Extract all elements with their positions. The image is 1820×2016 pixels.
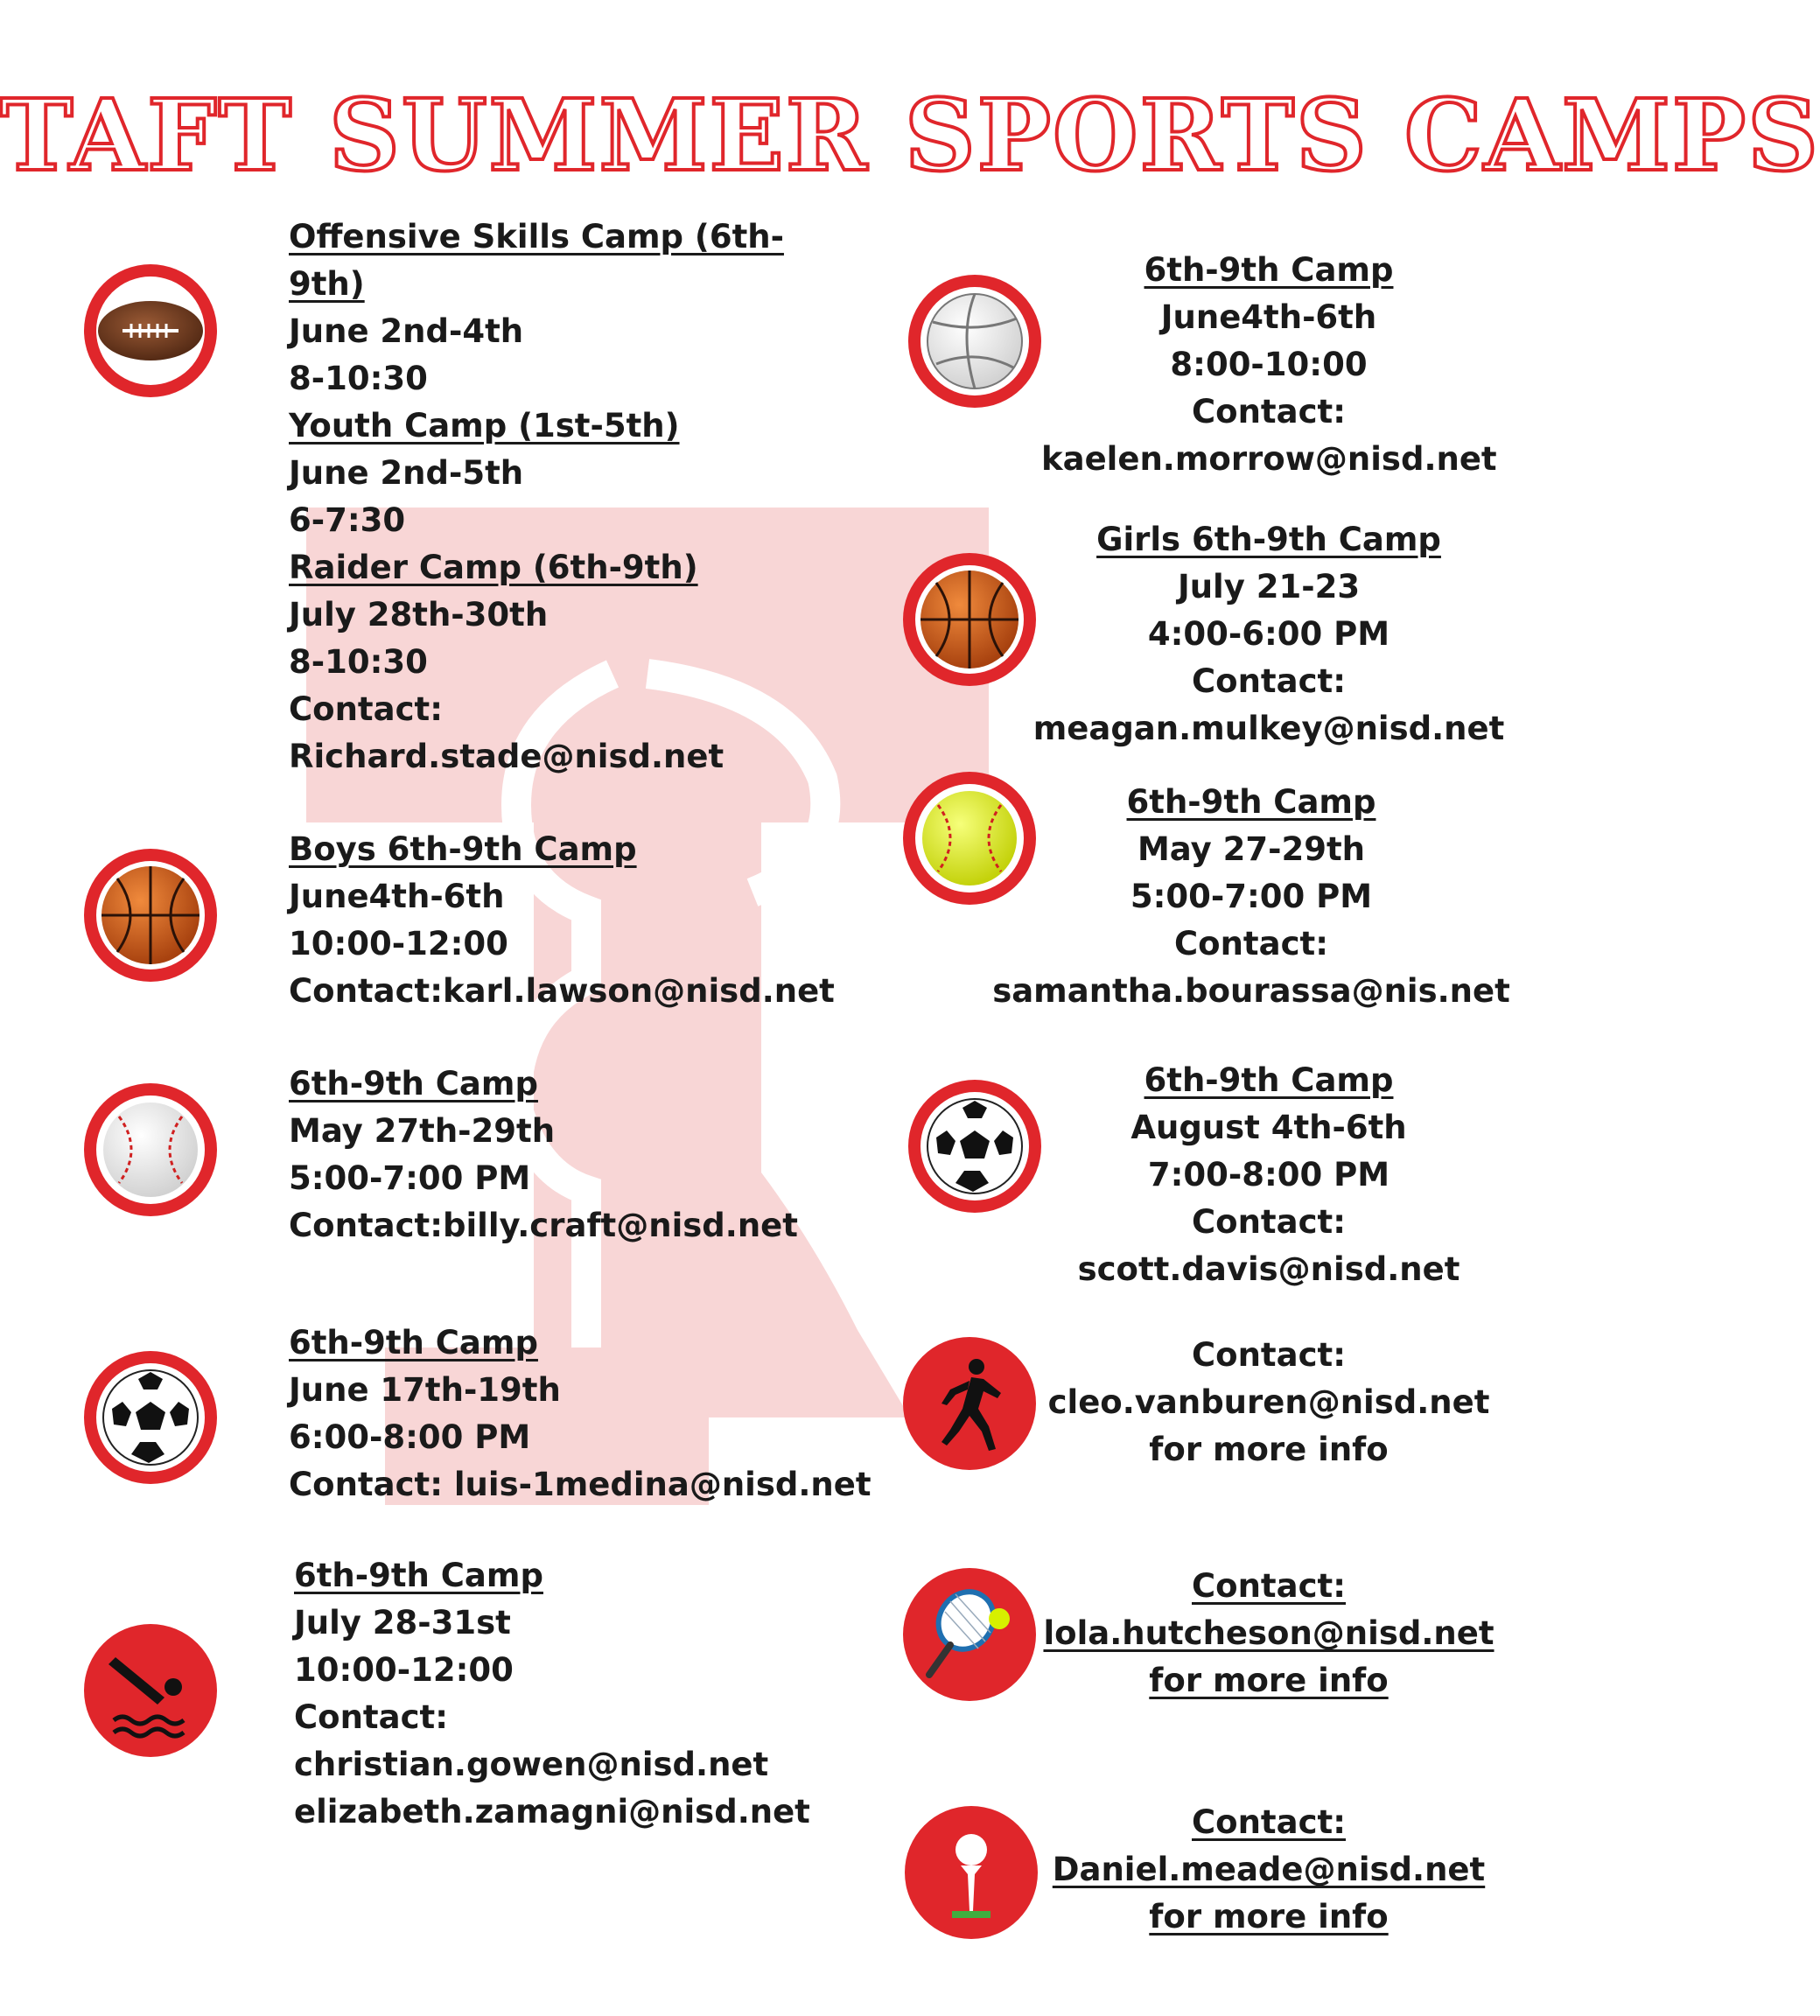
contact-label: Contact: xyxy=(1192,1203,1346,1241)
more-info-text: for more info xyxy=(1149,1898,1389,1936)
boys-soccer-camp-info xyxy=(289,1320,872,1508)
camp-dates: June4th-6th xyxy=(289,878,505,915)
camp-title: Raider Camp (6th-9th) xyxy=(289,549,698,586)
camp-time: 6:00-8:00 PM xyxy=(289,1418,531,1456)
contact-email: christian.gowen@nisd.net xyxy=(294,1746,769,1783)
basketball-icon xyxy=(82,847,219,984)
boys-basketball-camp-info xyxy=(289,826,835,1015)
contact-label: Contact: xyxy=(1192,1336,1346,1374)
camp-dates: May 27th-29th xyxy=(289,1112,556,1150)
camp-dates: June 17th-19th xyxy=(289,1371,561,1409)
golf-ball-icon xyxy=(903,1804,1040,1941)
contact-email: kaelen.morrow@nisd.net xyxy=(1041,440,1497,478)
girls-soccer-camp-info xyxy=(1041,1057,1496,1293)
contact-email: elizabeth.zamagni@nisd.net xyxy=(294,1793,810,1830)
baseball-icon xyxy=(82,1082,219,1218)
volleyball-camp-info xyxy=(1041,247,1496,483)
contact-label: Contact: xyxy=(1192,1803,1346,1841)
camp-title: 6th-9th Camp xyxy=(294,1557,543,1594)
contact-label: Contact: xyxy=(1192,1567,1346,1605)
contact-email: lola.hutcheson@nisd.net xyxy=(1043,1614,1494,1652)
camp-time: 5:00-7:00 PM xyxy=(1130,878,1373,915)
camp-title: Boys 6th-9th Camp xyxy=(289,830,637,868)
camp-time: 8:00-10:00 xyxy=(1170,346,1368,383)
more-info-text: for more info xyxy=(1149,1431,1389,1468)
camp-title: 6th-9th Camp xyxy=(289,1324,538,1362)
basketball-icon xyxy=(901,551,1038,688)
contact-label: Contact: xyxy=(294,1698,448,1736)
contact-label: Contact: xyxy=(1192,393,1346,430)
contact-label: Contact: xyxy=(1192,662,1346,700)
camp-time: 10:00-12:00 xyxy=(289,925,508,962)
baseball-camp-info xyxy=(289,1060,798,1250)
track-camp-info xyxy=(1041,1332,1496,1474)
camp-title: 6th-9th Camp xyxy=(1126,783,1376,821)
runner-icon xyxy=(901,1335,1038,1472)
camp-dates: June4th-6th xyxy=(1160,298,1377,336)
camp-title: Offensive Skills Camp (6th- xyxy=(289,218,784,256)
camp-time: 8-10:30 xyxy=(289,360,428,397)
camp-time: 8-10:30 xyxy=(289,643,428,681)
football-icon xyxy=(82,262,219,399)
camp-time: 6-7:30 xyxy=(289,501,406,539)
camp-title: 6th-9th Camp xyxy=(289,1065,538,1102)
camp-dates: June 2nd-5th xyxy=(289,454,524,492)
camp-title: Youth Camp (1st-5th) xyxy=(289,407,680,444)
contact-email: meagan.mulkey@nisd.net xyxy=(1032,710,1505,747)
football-camp-info xyxy=(289,214,784,780)
swimming-icon xyxy=(82,1622,219,1759)
camp-dates: August 4th-6th xyxy=(1130,1109,1407,1146)
camp-title: 6th-9th Camp xyxy=(1144,251,1394,289)
volleyball-icon xyxy=(906,273,1043,410)
contact-email: scott.davis@nisd.net xyxy=(1077,1250,1460,1288)
contact-email: Contact: luis-1medina@nisd.net xyxy=(289,1466,872,1503)
contact-label: Contact: xyxy=(289,690,443,728)
camp-time: 7:00-8:00 PM xyxy=(1147,1156,1390,1194)
contact-email: samantha.bourassa@nis.net xyxy=(992,972,1510,1010)
swimming-camp-info xyxy=(294,1552,810,1836)
contact-email: Contact:karl.lawson@nisd.net xyxy=(289,972,835,1010)
camp-dates: June 2nd-4th xyxy=(289,312,524,350)
golf-camp-info xyxy=(1041,1799,1496,1941)
page-title: TAFT SUMMER SPORTS CAMPS xyxy=(0,79,1820,193)
soccer-ball-icon xyxy=(82,1349,219,1486)
more-info-text: for more info xyxy=(1149,1662,1389,1699)
contact-email: Richard.stade@nisd.net xyxy=(289,738,724,775)
camp-title: 6th-9th Camp xyxy=(1144,1061,1394,1099)
camp-time: 10:00-12:00 xyxy=(294,1651,514,1689)
camp-dates: July 21-23 xyxy=(1177,568,1361,606)
softball-camp-info xyxy=(989,779,1514,1015)
camp-title: 9th) xyxy=(289,265,365,303)
contact-label: Contact: xyxy=(1174,925,1328,962)
camp-dates: May 27-29th xyxy=(1137,830,1365,868)
tennis-racket-icon xyxy=(901,1566,1038,1703)
camp-time: 4:00-6:00 PM xyxy=(1147,615,1390,653)
soccer-ball-icon xyxy=(906,1078,1043,1214)
contact-email: cleo.vanburen@nisd.net xyxy=(1047,1383,1490,1421)
camp-title: Girls 6th-9th Camp xyxy=(1096,521,1441,558)
girls-basketball-camp-info xyxy=(1024,516,1514,752)
camp-dates: July 28th-30th xyxy=(289,596,549,634)
contact-email: Daniel.meade@nisd.net xyxy=(1052,1851,1486,1888)
contact-email: Contact:billy.craft@nisd.net xyxy=(289,1207,798,1244)
camp-dates: July 28-31st xyxy=(294,1604,511,1642)
tennis-camp-info xyxy=(1041,1563,1496,1704)
camp-time: 5:00-7:00 PM xyxy=(289,1159,531,1197)
